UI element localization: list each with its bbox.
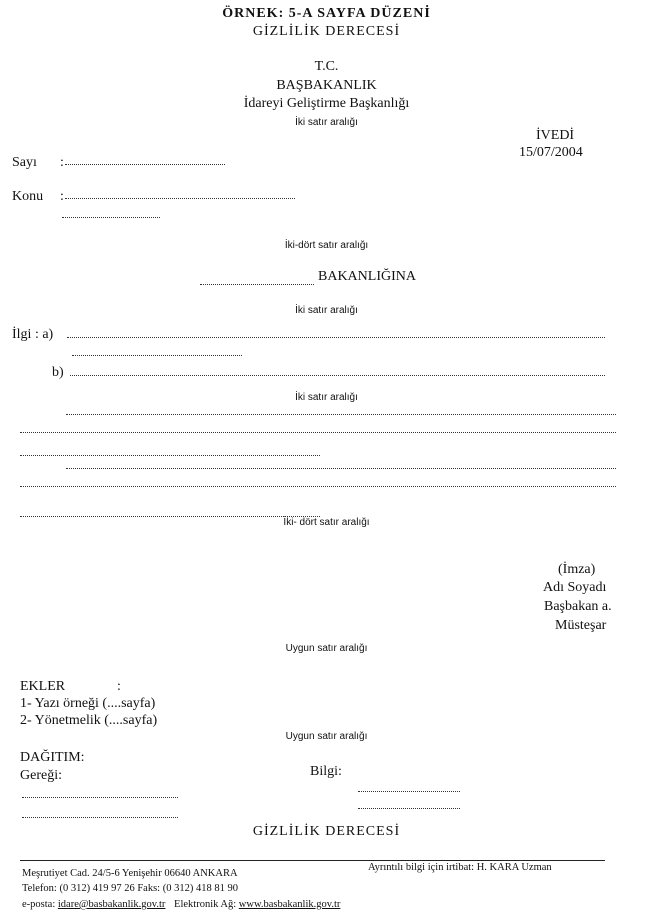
konu-blank-line-1 xyxy=(65,198,295,199)
spacing-note-suitable: Uygun satır aralığı xyxy=(285,731,368,742)
distribution-action-line-2 xyxy=(22,817,178,818)
spacing-note-two-lines: İki satır aralığı xyxy=(295,117,358,128)
spacing-note-two-four-lines: İki-dört satır aralığı xyxy=(284,240,369,251)
body-line-4 xyxy=(66,468,616,469)
footer-email-label: e-posta: xyxy=(22,899,56,910)
attachment-item-1: 1- Yazı örneği (....sayfa) xyxy=(20,696,156,711)
document-date: 15/07/2004 xyxy=(519,145,583,160)
spacing-note-two-four-lines: İki- dört satır aralığı xyxy=(283,517,370,528)
footer-email-row xyxy=(22,899,340,910)
document-title: ÖRNEK: 5-A SAYFA DÜZENİ xyxy=(222,6,431,21)
reference-a-line-2 xyxy=(72,355,242,356)
org-department: İdareyi Geliştirme Başkanlığı xyxy=(243,96,410,111)
addressee-text: BAKANLIĞINA xyxy=(318,269,416,284)
reference-label-b: b) xyxy=(52,365,64,380)
reference-b-line xyxy=(70,375,605,376)
classification-top: GİZLİLİK DERECESİ xyxy=(252,24,401,39)
spacing-note-two-lines: İki satır aralığı xyxy=(295,305,358,316)
urgency-label: İVEDİ xyxy=(536,128,575,143)
footer-web-label: Elektronik Ağ: xyxy=(174,899,237,910)
body-line-5 xyxy=(20,486,616,487)
signature-imza: (İmza) xyxy=(558,562,596,577)
footer-address: Meşrutiyet Cad. 24/5-6 Yenişehir 06640 ANKARA xyxy=(22,868,238,879)
footer-email-link[interactable]: idare@basbakanlik.gov.tr xyxy=(57,899,166,910)
sayi-colon: : xyxy=(60,155,64,170)
signature-title-2: Müsteşar xyxy=(555,618,607,633)
konu-label: Konu xyxy=(12,189,44,204)
classification-bottom: GİZLİLİK DERECESİ xyxy=(252,824,401,839)
org-ministry: BAŞBAKANLIK xyxy=(276,78,377,93)
spacing-note-suitable: Uygun satır aralığı xyxy=(285,643,368,654)
footer-web-link[interactable]: www.basbakanlik.gov.tr xyxy=(238,899,341,910)
body-line-2 xyxy=(20,432,616,433)
attachment-item-2: 2- Yönetmelik (....sayfa) xyxy=(20,713,158,728)
konu-colon: : xyxy=(60,189,64,204)
distribution-label: DAĞITIM: xyxy=(20,750,85,765)
distribution-info-line-1 xyxy=(358,791,460,792)
footer-contact: Ayrıntılı bilgi için irtibat: H. KARA Uzman xyxy=(368,862,552,873)
distribution-info-label: Bilgi: xyxy=(310,764,342,779)
distribution-action-label: Gereği: xyxy=(20,768,62,783)
footer-divider xyxy=(20,860,605,861)
attachments-label: EKLER xyxy=(20,679,66,694)
distribution-action-line-1 xyxy=(22,797,178,798)
body-line-1 xyxy=(66,414,616,415)
footer-phone-fax: Telefon: (0 312) 419 97 26 Faks: (0 312) 418 81 90 xyxy=(22,883,238,894)
spacing-note-two-lines: İki satır aralığı xyxy=(295,392,358,403)
sayi-blank-line xyxy=(65,164,225,165)
signature-title-1: Başbakan a. xyxy=(544,599,612,614)
attachments-colon: : xyxy=(117,679,121,694)
reference-a-line-1 xyxy=(67,337,605,338)
konu-blank-line-2 xyxy=(62,217,160,218)
org-tc: T.C. xyxy=(314,59,339,74)
signature-name: Adı Soyadı xyxy=(543,580,607,595)
addressee-blank-line xyxy=(200,284,314,285)
sayi-label: Sayı xyxy=(12,155,37,170)
reference-label-a: İlgi : a) xyxy=(12,327,54,342)
body-line-3 xyxy=(20,455,320,456)
distribution-info-line-2 xyxy=(358,808,460,809)
